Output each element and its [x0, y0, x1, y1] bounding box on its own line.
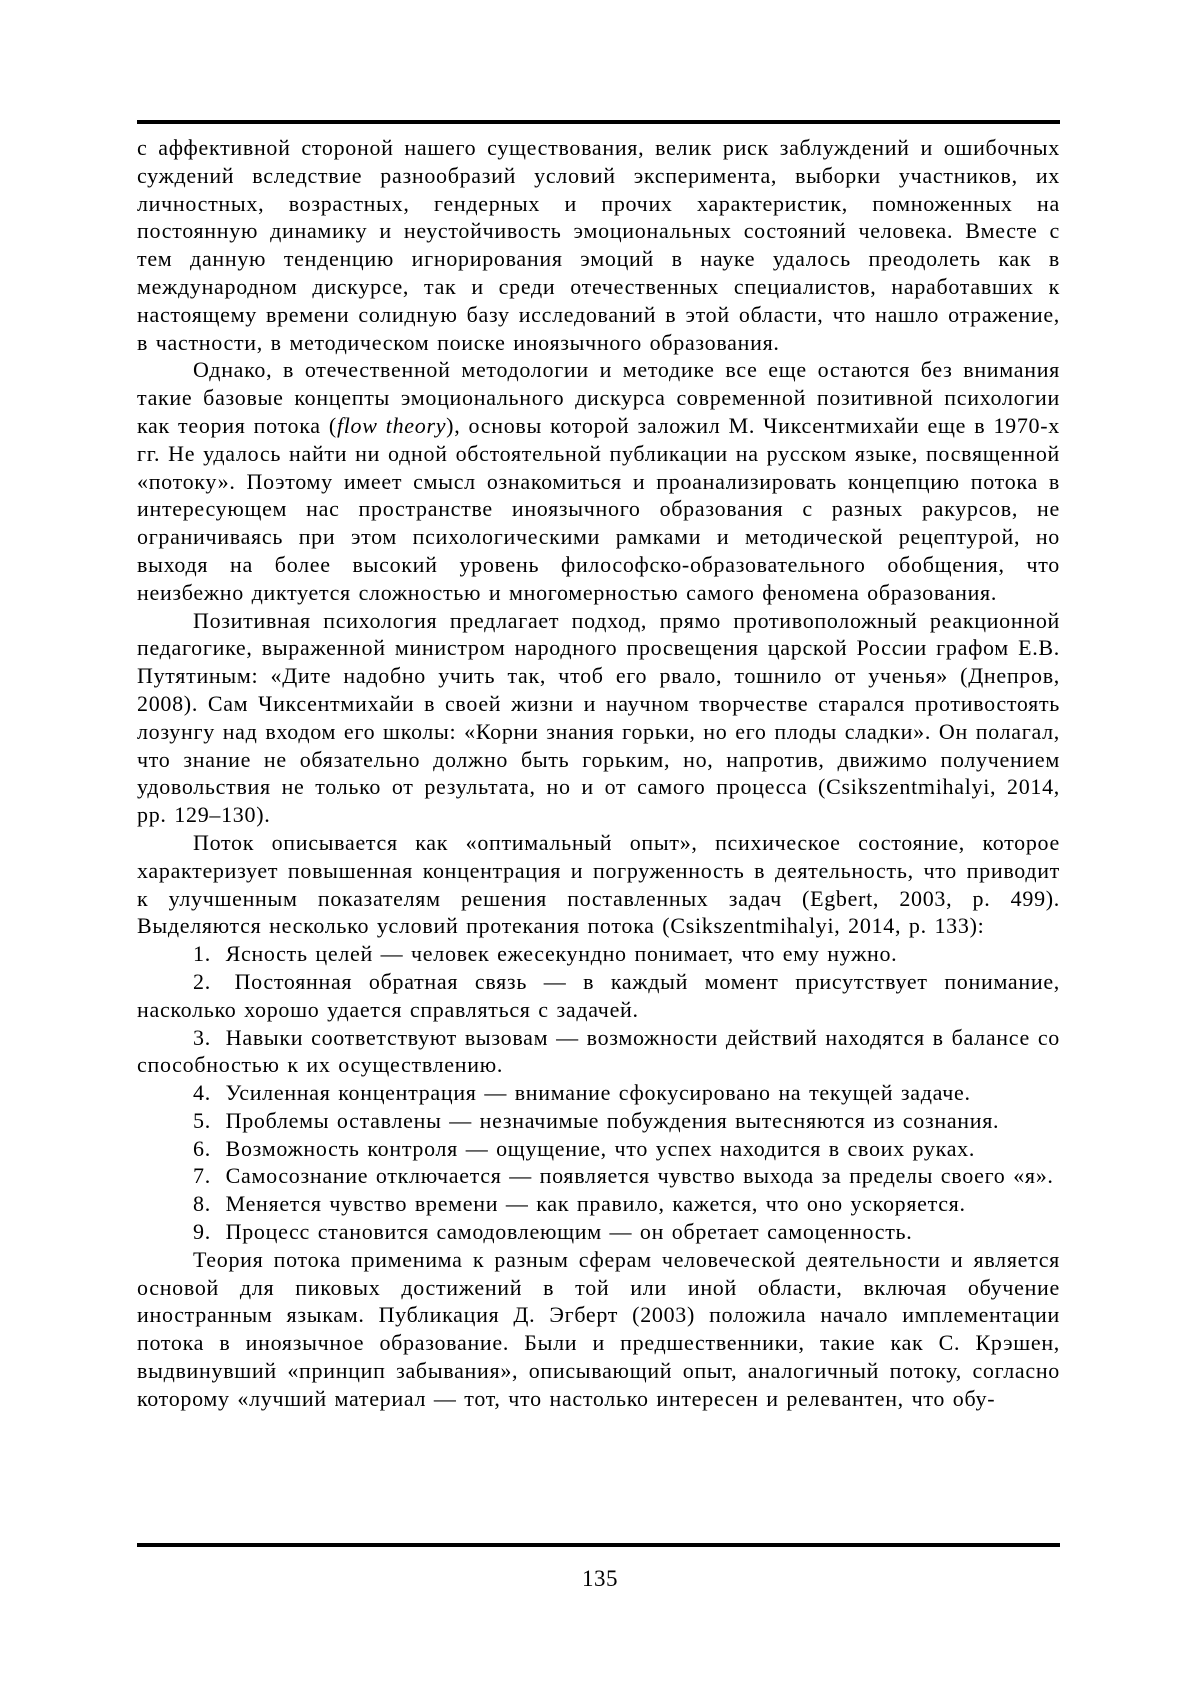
list-item-text: Навыки соответствуют вызовам — возможности действий находятся в балансе со способностью к их осуществлению. — [137, 1024, 1060, 1078]
paragraph: Позитивная психология предлагает подход, прямо противоположный реакционной педагогике, выраженной министром народного просвещения царской России графом Е.В. Путятиным: «Дите надобно учить так, чтоб его рвало, тошнило от ученья» (Днепров, 2008). Сам Чиксентмихайи в своей жизни и научном творчестве старался противостоять лозунгу над входом его школы: «Корни знания горьки, но его плоды сладки». Он полагал, что знание не обязательно должно быть горьким, но, напротив, движимо получением удовольствия не только от результата, но и от самого процесса (Csikszentmihalyi, 2014, pp. 129–130). — [137, 607, 1060, 828]
list-item-text: Проблемы оставлены — незначимые побуждения вытесняются из сознания. — [225, 1107, 1000, 1133]
list-number: 6. — [193, 1135, 211, 1161]
list-number: 3. — [193, 1024, 211, 1050]
list-item — [137, 968, 1060, 1024]
list-item — [137, 1079, 1060, 1107]
list-item — [137, 1162, 1060, 1190]
text-run: ), основы которой заложил М. Чиксентмихайи еще в 1970-х гг. Не удалось найти ни одной обстоятельной публикации на русском языке, посвященной «потоку». Поэтому имеет смысл ознакомиться и проанализировать концепцию потока в интересующем нас пространстве иноязычного образования с разных ракурсов, не ограничиваясь при этом психологическими рамками и методической рецептурой, но выходя на более высокий уровень философско-образовательного обобщения, что неизбежно диктуется сложностью и многомерностью самого феномена образования. — [137, 412, 1060, 605]
list-item-text: Возможность контроля — ощущение, что успех находится в своих руках. — [225, 1135, 976, 1161]
list-number: 5. — [193, 1107, 211, 1133]
list-number: 7. — [193, 1163, 211, 1189]
paragraph: с аффективной стороной нашего существования, велик риск заблуждений и ошибочных суждений вследствие разнообразий условий эксперимента, выборки участников, их личностных, возрастных, гендерных и прочих характеристик, помноженных на постоянную динамику и неустойчивость эмоциональных состояний человека. Вместе с тем данную тенденцию игнорирования эмоций в науке удалось преодолеть как в международном дискурсе, так и среди отечественных специалистов, наработавших к настоящему времени солидную базу исследований в этой области, что нашло отражение, в частности, в методическом поиске иноязычного образования. — [137, 135, 1060, 355]
list-item — [137, 1135, 1060, 1163]
list-item-text: Усиленная концентрация — внимание сфокусировано на текущей задаче. — [225, 1080, 971, 1106]
italic-term: flow theory — [336, 412, 447, 438]
list-item-text: Процесс становится самодовлеющим — он обретает самоценность. — [225, 1219, 913, 1245]
list-item — [137, 1107, 1060, 1135]
list-item-text: Ясность целей — человек ежесекундно понимает, что ему нужно. — [225, 941, 898, 967]
list-number: 4. — [193, 1080, 211, 1106]
list-number: 2. — [193, 968, 211, 994]
list-item-text: Самосознание отключается — появляется чувство выхода за пределы своего «я». — [225, 1163, 1054, 1189]
text-block — [137, 134, 1060, 1413]
paragraph — [137, 356, 1060, 606]
list-item — [137, 1218, 1060, 1246]
paragraph: Теория потока применима к разным сферам человеческой деятельности и является основой для пиковых достижений в той или иной области, включая обучение иностранным языкам. Публикация Д. Эгберт (2003) положила начало имплементации потока в иноязычное образование. Были и предшественники, такие как С. Крэшен, выдвинувший «принцип забывания», описывающий опыт, аналогичный потоку, согласно которому «лучший материал — тот, что настолько интересен и релевантен, что обу- — [137, 1246, 1060, 1411]
list-item — [137, 1024, 1060, 1080]
paragraph: Поток описывается как «оптимальный опыт», психическое состояние, которое характеризует повышенная концентрация и погруженность в деятельность, что приводит к улучшенным показателям решения поставленных задач (Egbert, 2003, p. 499). Выделяются несколько условий протекания потока (Csikszentmihalyi, 2014, p. 133): — [137, 829, 1060, 939]
list-item-text: Постоянная обратная связь — в каждый момент присутствует понимание, насколько хорошо удается справляться с задачей. — [137, 968, 1061, 1022]
list-number: 9. — [193, 1219, 211, 1245]
list-number: 1. — [193, 941, 211, 967]
list-item — [137, 940, 1060, 968]
page-number: 135 — [582, 1566, 618, 1591]
list-item — [137, 1190, 1060, 1218]
text-run: Однако, в отечественной методологии и методике все еще остаются без внимания такие базовые концепты эмоционального дискурса современной позитивной психологии как теория потока ( — [137, 357, 1060, 438]
list-number: 8. — [193, 1191, 211, 1217]
bottom-rule — [137, 1543, 1060, 1547]
list-item-text: Меняется чувство времени — как правило, кажется, что оно ускоряется. — [225, 1191, 966, 1217]
top-rule — [137, 120, 1060, 124]
